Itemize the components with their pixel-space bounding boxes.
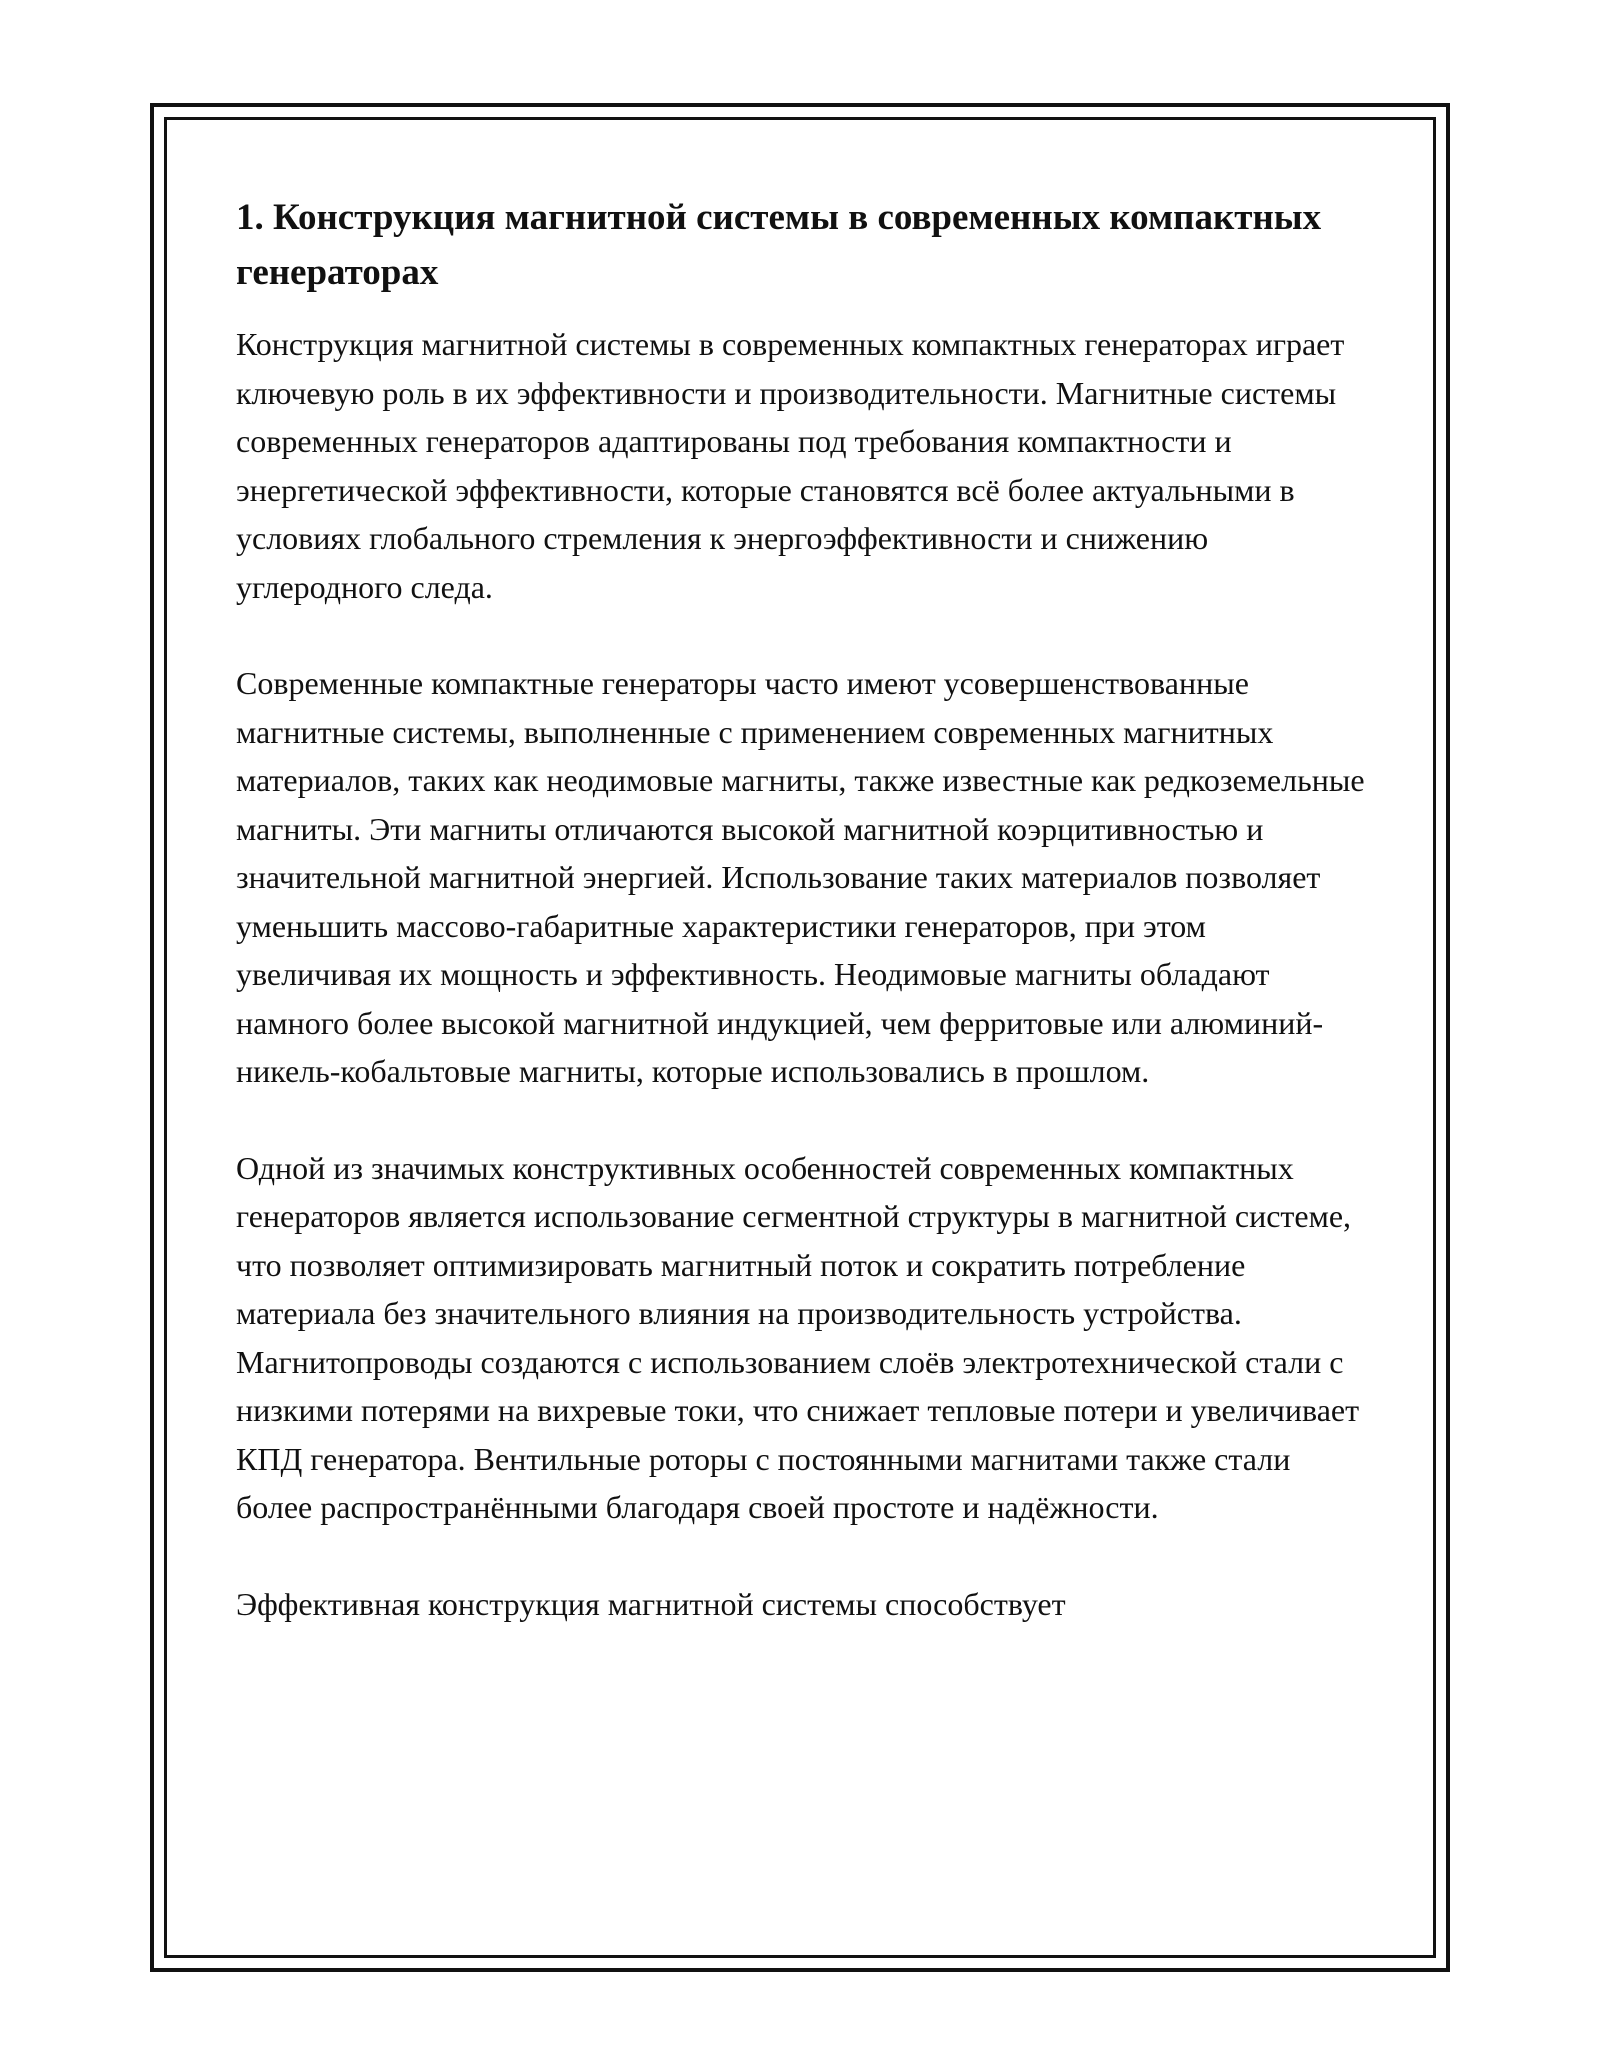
paragraph-2: Современные компактные генераторы часто имеют усовершенствованные магнитные системы, выполненные с применением современных магнитных материалов, таких как неодимовые магниты, также известные как редкоземельные магниты. Эти магниты отличаются высокой магнитной коэрцитивностью и значительной магнитной энергией. Использование таких материалов позволяет уменьшить массово-габаритные характеристики генераторов, при этом увеличивая их мощность и эффективность. Неодимовые магниты обладают намного более высокой магнитной индукцией, чем ферритовые или алюминий-никель-кобальтовые магниты, которые использовались в прошлом. (236, 665, 1365, 1089)
section-heading: 1. Конструкция магнитной системы в современных компактных генераторах (236, 197, 1322, 293)
paragraph-4: Эффективная конструкция магнитной системы способствует (236, 1585, 1066, 1622)
document-body (236, 190, 1366, 1676)
paragraph-1: Конструкция магнитной системы в современных компактных генераторах играет ключевую роль в их эффективности и производительности. Магнитные системы современных генераторов адаптированы под требования компактности и энергетической эффективности, которые становятся всё более актуальными в условиях глобального стремления к энергоэффективности и снижению углеродного следа. (236, 326, 1345, 605)
paragraph-3: Одной из значимых конструктивных особенностей современных компактных генераторов является использование сегментной структуры в магнитной системе, что позволяет оптимизировать магнитный поток и сократить потребление материала без значительного влияния на производительность устройства. Магнитопроводы создаются с использованием слоёв электротехнической стали с низкими потерями на вихревые токи, что снижает тепловые потери и увеличивает КПД генератора. Вентильные роторы с постоянными магнитами также стали более распространёнными благодаря своей простоте и надёжности. (236, 1149, 1360, 1525)
